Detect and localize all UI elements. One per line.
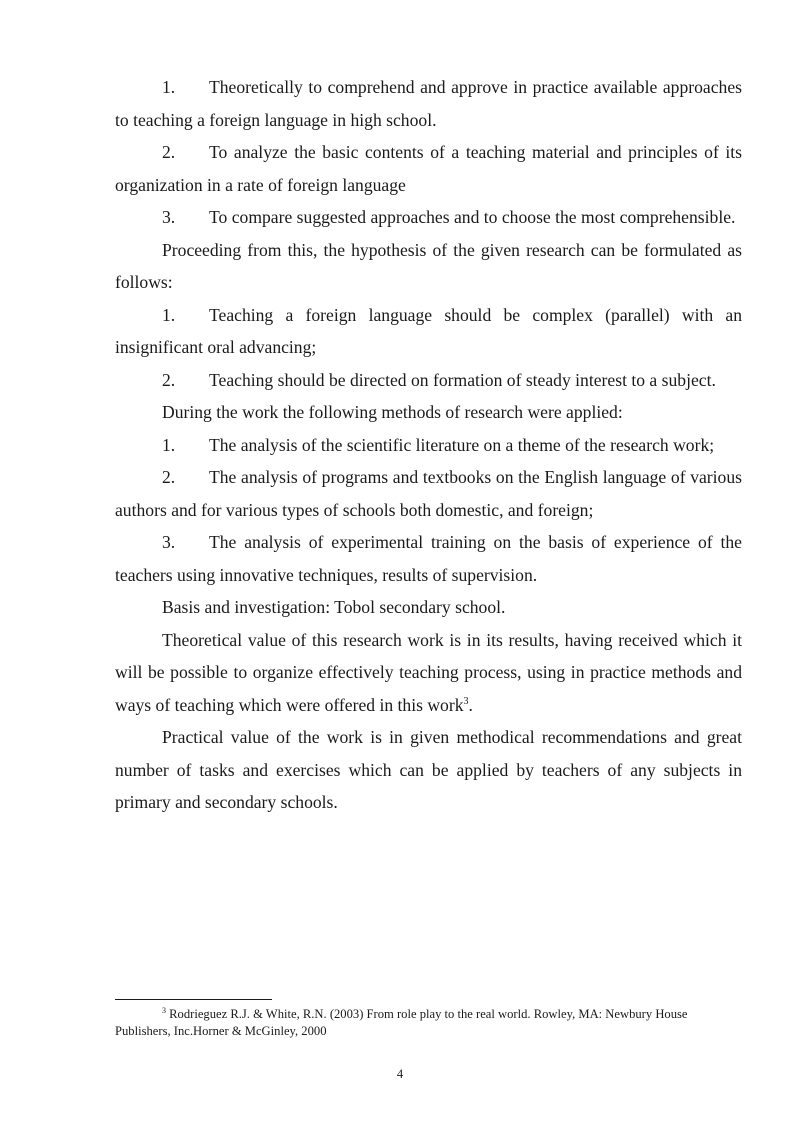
theoretical-value-paragraph [115, 624, 742, 722]
list-item-number: 3. [162, 532, 176, 552]
footnote-separator [115, 999, 272, 1000]
list-item-text: The analysis of programs and textbooks on the English language of various authors and for various types of schools both domestic, and foreign; [115, 467, 742, 520]
methods-intro-paragraph: During the work the following methods of research were applied: [162, 402, 623, 422]
list-item-text: Teaching a foreign language should be complex (parallel) with an insignificant oral advancing; [115, 304, 742, 357]
list-item-number: 3. [162, 207, 176, 227]
page-number: 4 [396, 1067, 404, 1081]
list-item [115, 201, 742, 234]
list-item [115, 71, 742, 136]
list-item-text: To analyze the basic contents of a teaching material and principles of its organization in a rate of foreign language [115, 142, 742, 195]
footnote-mark: 3 [162, 1005, 166, 1015]
sentence-end: . [468, 694, 473, 715]
list-item [115, 526, 742, 591]
list-item-number: 2. [162, 142, 176, 162]
list-item [115, 461, 742, 526]
hypothesis-intro-paragraph: Proceeding from this, the hypothesis of the given research can be formulated as follows: [115, 239, 742, 292]
practical-value-paragraph: Practical value of the work is in given methodical recommendations and great number of tasks and exercises which can be applied by teachers of any subjects in primary and secondary schools. [115, 727, 742, 812]
list-item-text: The analysis of experimental training on the basis of experience of the teachers using innovative techniques, results of supervision. [115, 532, 742, 585]
theoretical-value-text: Theoretical value of this research work is in its results, having received which it will be possible to organize effectively teaching process, using in practice methods and ways of teaching which were offered in this work [115, 629, 742, 715]
list-item-text: Teaching should be directed on formation of steady interest to a subject. [209, 369, 716, 390]
list-item-number: 2. [162, 369, 176, 390]
hypothesis-list [115, 299, 742, 397]
list-item [115, 364, 742, 397]
list-item-number: 1. [162, 434, 176, 455]
list-item-text: Theoretically to comprehend and approve in practice available approaches to teaching a foreign language in high school. [115, 77, 742, 130]
list-item-number: 1. [162, 304, 176, 325]
footnote-reference[interactable]: 3 [463, 695, 469, 707]
list-item [115, 136, 742, 201]
document-body [115, 71, 742, 819]
list-item-number: 1. [162, 77, 176, 97]
list-item [115, 429, 742, 462]
tasks-list [115, 71, 742, 234]
basis-paragraph: Basis and investigation: Tobol secondary school. [162, 597, 506, 617]
list-item-text: The analysis of the scientific literature on a theme of the research work; [209, 434, 715, 455]
list-item [115, 299, 742, 364]
list-item-text: To compare suggested approaches and to choose the most comprehensible. [209, 207, 736, 227]
footnote-text: Rodrieguez R.J. & White, R.N. (2003) From role play to the real world. Rowley, MA: Newbury House Publishers, Inc.Horner & McGinley, 2000 [115, 1007, 688, 1038]
list-item-number: 2. [162, 467, 176, 487]
footnote [115, 1006, 742, 1040]
methods-list [115, 429, 742, 592]
